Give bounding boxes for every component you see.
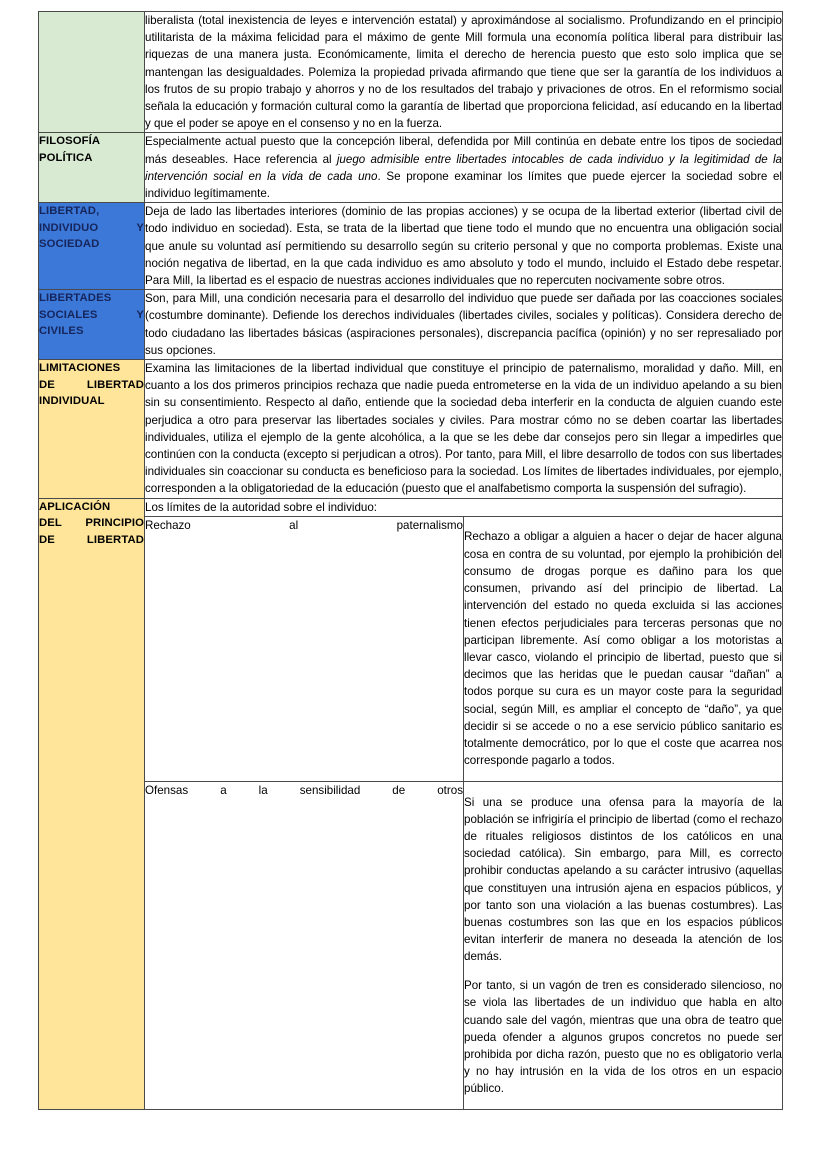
row-label-aplicacion-principio-libertad: [39, 498, 145, 1109]
text-before-italic: Especialmente actual puesto que la concepción liberal, defendida por Mill continúa en debate entre los tipos de sociedad más deseables. Hace referencia al: [145, 135, 782, 166]
paragraph: liberalista (total inexistencia de leyes e intervención estatal) y aproximándose al socialismo. Profundizando en el principio utilitarista de la máxima felicidad para el máximo de gente Mill formula una economía política liberal para distribuir las riquezas de una manera justa. Económicamente, limita el derecho de herencia puesto que esto solo implica que se mantengan las desigualdades. Polemiza la propiedad privada afirmando que tiene que ser la garantía de los individuos a los frutos de su propio trabajo y ahorros y no de los resultados del trabajo y privaciones de otros. En el reformismo social señala la educación y formación cultural como la garantía de libertad que proporciona felicidad, así educando en la libertad y que el poder se apoye en el consenso y no en la fuerza.: [145, 14, 782, 131]
table-row: [39, 203, 783, 290]
sub-label-rechazo-paternalismo: Rechazo al paternalismo: [145, 516, 464, 781]
label-line: CIVILES: [39, 325, 84, 338]
label-line: INDIVIDUAL: [39, 395, 105, 408]
subtable-intro: Los límites de la autoridad sobre el individuo:: [145, 499, 782, 517]
text-after-italic: . Se propone examinar los límites que puede ejercer la sociedad sobre el individuo legítimamente.: [145, 169, 782, 201]
row-label-libertades-sociales-civiles: [39, 290, 145, 360]
paragraph: Por tanto, si un vagón de tren es considerado silencioso, no se viola las libertades de un individuo que habla en alto cuando sale del vagón, mientras que una obra de teatro que pueda ofender a algunos grupos concretos no puede ser prohibida por dicha razón, puesto que no es obligatorio verla y no hay intrusión en la vida de los otros en un espacio público.: [464, 979, 782, 1096]
row-body: [145, 290, 783, 360]
row-label-blank: [39, 12, 145, 133]
row-label-limitaciones-libertad-individual: [39, 360, 145, 499]
sub-body-ofensas-sensibilidad: [464, 781, 783, 1109]
table-row: [39, 360, 783, 499]
row-body-nested: [145, 498, 783, 1109]
label-line: DE LIBERTAD: [39, 378, 144, 391]
subtable-row: [145, 516, 782, 781]
paragraph: Si una se produce una ofensa para la mayoría de la población se infrigiría el principio de libertad (como el rechazo de rituales religiosos distintos de los católicos en una sociedad católica). Sin embargo, para Mill, es correcto prohibir conductas apelando a su carácter intrusivo (aquellas que constituyen una intrusión ajena en espacios públicos, y por tanto son una violación a las buenas costumbres). Las buenas costumbres son las que en los espacios públicos evitan interferir de manera no deseada la atención de los demás.: [464, 795, 782, 964]
table-row: [39, 498, 783, 1109]
row-body: [145, 133, 783, 203]
sub-body-rechazo-paternalismo: [464, 516, 783, 781]
row-body: [145, 12, 783, 133]
label-line: APLICACIÓN: [39, 500, 111, 513]
label-line: FILOSOFÍA: [39, 135, 101, 148]
paragraph: [145, 133, 782, 202]
content-table: [38, 11, 783, 1110]
row-body: [145, 360, 783, 499]
row-label-libertad-individuo-sociedad: [39, 203, 145, 290]
paragraph: Deja de lado las libertades interiores (dominio de las propias acciones) y se ocupa de la libertad exterior (libertad civil de todo individuo en sociedad). Esta, se trata de la libertad que tiene todo el mundo que no encuentra una obligación social que anule su voluntad así permitiendo su desarrollo según su criterio personal y que no comporta problemas. Existe una noción negativa de libertad, en la que cada individuo es amo absoluto y todo el mundo, incluido el Estado debe respetar. Para Mill, la libertad es el espacio de nuestras acciones individuales que no repercuten nocivamente sobre otros.: [145, 205, 782, 288]
subtable-row: [145, 781, 782, 1109]
label-line: POLÍTICA: [39, 152, 93, 165]
subtable-intro-row: [145, 499, 782, 517]
italic-emphasis: juego admisible entre libertades intocables de cada individuo y la legitimidad de la intervención social en la vida de cada uno: [145, 152, 783, 183]
sub-label-ofensas-sensibilidad: Ofensas a la sensibilidad de otros: [145, 781, 464, 1109]
label-line: LIBERTAD,: [39, 205, 100, 218]
label-line: LIBERTADES: [39, 292, 112, 305]
label-line: SOCIEDAD: [39, 238, 100, 251]
label-line: LIMITACIONES: [39, 362, 121, 375]
label-line: DE LIBERTAD: [39, 533, 144, 546]
label-line: INDIVIDUO Y: [39, 221, 144, 234]
paragraph: Examina las limitaciones de la libertad individual que constituye el principio de paternalismo, moralidad y daño. Mill, en cuanto a los dos primeros principios rechaza que nadie pueda entrometerse en la vida de un individuo apelando a su bien sin su consentimiento. Respecto al daño, entiende que la sociedad deba interferir en la conducta de alguien cuando este perjudica a otro para preservar las libertades sociales y civiles. Para mostrar cómo no se deben coartar las libertades individuales, utiliza el ejemplo de la gente alcohólica, a la que se les debe dar consejos pero sin llegar a impedirles que continúen con la conducta (excepto si perjudican a otros). Por tanto, para Mill, el libre desarrollo de todos con sus libertades individuales sin coaccionar su conducta es beneficioso para la sociedad. Los límites de libertades individuales, por ejemplo, corresponden a la obligatoriedad de la educación (puesto que el analfabetismo comporta la suspensión del sufragio).: [145, 362, 782, 496]
paragraph: Rechazo a obligar a alguien a hacer o dejar de hacer alguna cosa en contra de su voluntad, por ejemplo la prohibición del consumo de drogas porque es dañino para los que consumen, privando así del principio de libertad. La intervención del estado no queda excluida si las acciones tienen efectos perjudiciales para terceras personas que no participan libremente. Así como obligar a los motoristas a llevar casco, violando el principio de libertad, puesto que si decimos que las heridas que le puedan causar “dañan” a todos porque su cura es un mayor coste para la seguridad social, según Mill, es ampliar el concepto de “daño”, ya que decidir si se accede o no a ese servicio público sanitario es totalmente democrático, por lo que el coste que acarrea nos corresponde pagarlo a todos.: [464, 530, 782, 768]
label-line: DEL PRINCIPIO: [39, 517, 144, 530]
table-row: [39, 290, 783, 360]
table-row: [39, 12, 783, 133]
row-label-filosofia-politica: [39, 133, 145, 203]
paragraph: Son, para Mill, una condición necesaria para el desarrollo del individuo que puede ser dañada por las coacciones sociales (costumbre dominante). Defiende los derechos individuales (libertades civiles, sociales y políticas). Considera derecho de todo ciudadano las libertades básicas (aspiraciones personales), discrepancia pacífica (opinión) y no ser represaliado por sus opciones.: [145, 292, 782, 357]
row-body: [145, 203, 783, 290]
table-row: [39, 133, 783, 203]
label-line: SOCIALES Y: [39, 308, 144, 321]
nested-subtable: [145, 499, 782, 1109]
